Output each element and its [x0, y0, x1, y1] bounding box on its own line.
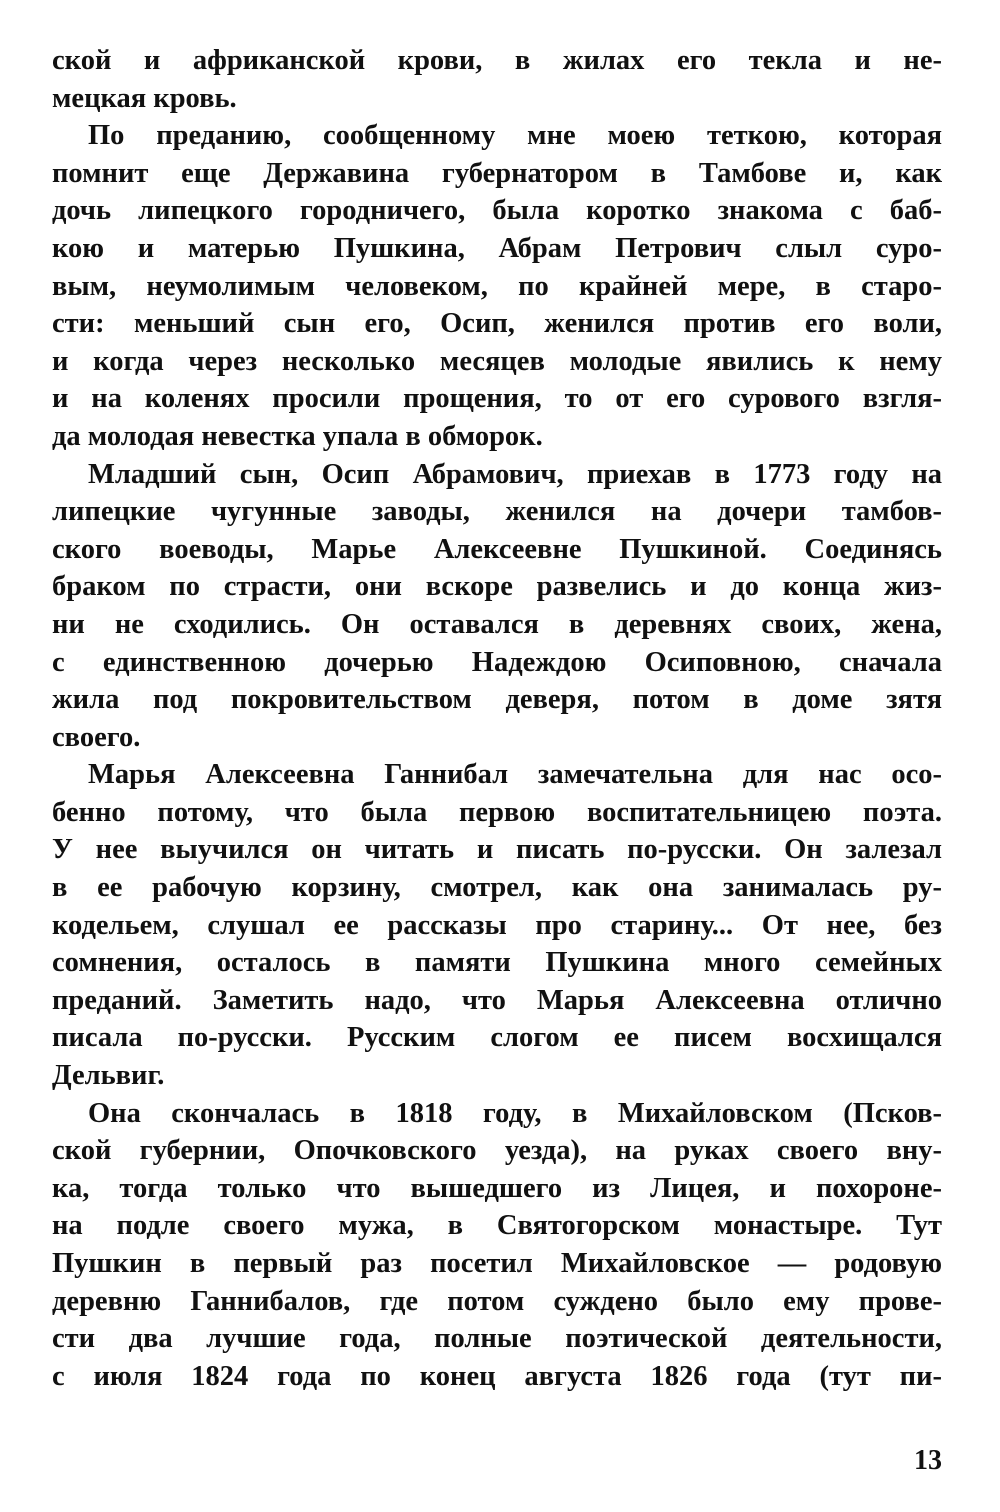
text-line: кодельем, слушал ее рассказы про старину... От нее, без: [52, 909, 942, 941]
text-line: дочь липецкого городничего, была коротко знакома с баб-: [52, 195, 942, 227]
paragraph: [52, 456, 942, 757]
text-line: деревню Ганнибалов, где потом суждено было ему прове-: [52, 1285, 942, 1317]
text-line: Пушкин в первый раз посетил Михайловское — родовую: [52, 1248, 942, 1279]
text-line: сти два лучшие года, полные поэтической деятельности,: [52, 1323, 942, 1355]
text-line: в ее рабочую корзину, смотрел, как она занималась ру-: [52, 872, 942, 904]
text-line: и на коленях просили прощения, то от его сурового взгля-: [52, 383, 942, 415]
page-body-text: [52, 42, 942, 1395]
text-line: Дельвиг.: [52, 1060, 165, 1092]
text-line: и когда через несколько месяцев молодые явились к нему: [52, 345, 942, 377]
text-line: бенно потому, что была первою воспитательницею поэта.: [52, 796, 942, 828]
text-line: ской и африканской крови, в жилах его текла и не-: [52, 45, 942, 76]
text-line: писала по-русски. Русским слогом ее писем восхищался: [52, 1022, 942, 1054]
text-line: на подле своего мужа, в Святогорском монастыре. Тут: [52, 1210, 942, 1242]
text-line: Марья Алексеевна Ганнибал замечательна для нас осо-: [88, 759, 942, 791]
page-number: 13: [914, 1445, 942, 1476]
text-line: жила под покровительством деверя, потом в доме зятя: [52, 684, 942, 716]
text-line: ни не сходились. Он оставался в деревнях своих, жена,: [52, 608, 942, 640]
text-line: Младший сын, Осип Абрамович, приехав в 1773 году на: [88, 458, 942, 490]
text-line: помнит еще Державина губернатором в Тамбове и, как: [52, 157, 942, 189]
text-line: с единственною дочерью Надеждою Осиповною, сначала: [52, 646, 942, 678]
text-line: сомнения, осталось в памяти Пушкина много семейных: [52, 947, 942, 979]
text-line: ской губернии, Опочковского уезда), на руках своего вну-: [52, 1135, 942, 1167]
text-line: да молодая невестка упала в обморок.: [52, 420, 543, 452]
text-line: липецкие чугунные заводы, женился на дочери тамбов-: [52, 496, 942, 528]
text-line: мецкая кровь.: [52, 82, 237, 114]
text-line: кою и матерью Пушкина, Абрам Петрович слыл суро-: [52, 232, 942, 264]
text-line: ка, тогда только что вышедшего из Лицея, и похороне-: [52, 1172, 942, 1204]
paragraph: [52, 42, 942, 117]
text-line: преданий. Заметить надо, что Марья Алексеевна отлично: [52, 984, 942, 1016]
text-line: вым, неумолимым человеком, по крайней мере, в старо-: [52, 270, 942, 302]
text-line: браком по страсти, они вскоре развелись и до конца жиз-: [52, 571, 942, 603]
text-line: По преданию, сообщенному мне моею теткою, которая: [88, 120, 942, 152]
text-line: сти: меньший сын его, Осип, женился против его воли,: [52, 308, 942, 340]
text-line: У нее выучился он читать и писать по-русски. Он залезал: [52, 834, 942, 866]
paragraph: [52, 117, 942, 455]
text-line: Она скончалась в 1818 году, в Михайловском (Псков-: [88, 1097, 942, 1129]
text-line: своего.: [52, 721, 141, 753]
text-line: ского воеводы, Марье Алексеевне Пушкиной. Соединясь: [52, 533, 942, 565]
paragraph: [52, 1095, 942, 1396]
paragraph: [52, 756, 942, 1094]
text-line: с июля 1824 года по конец августа 1826 года (тут пи-: [52, 1360, 942, 1392]
